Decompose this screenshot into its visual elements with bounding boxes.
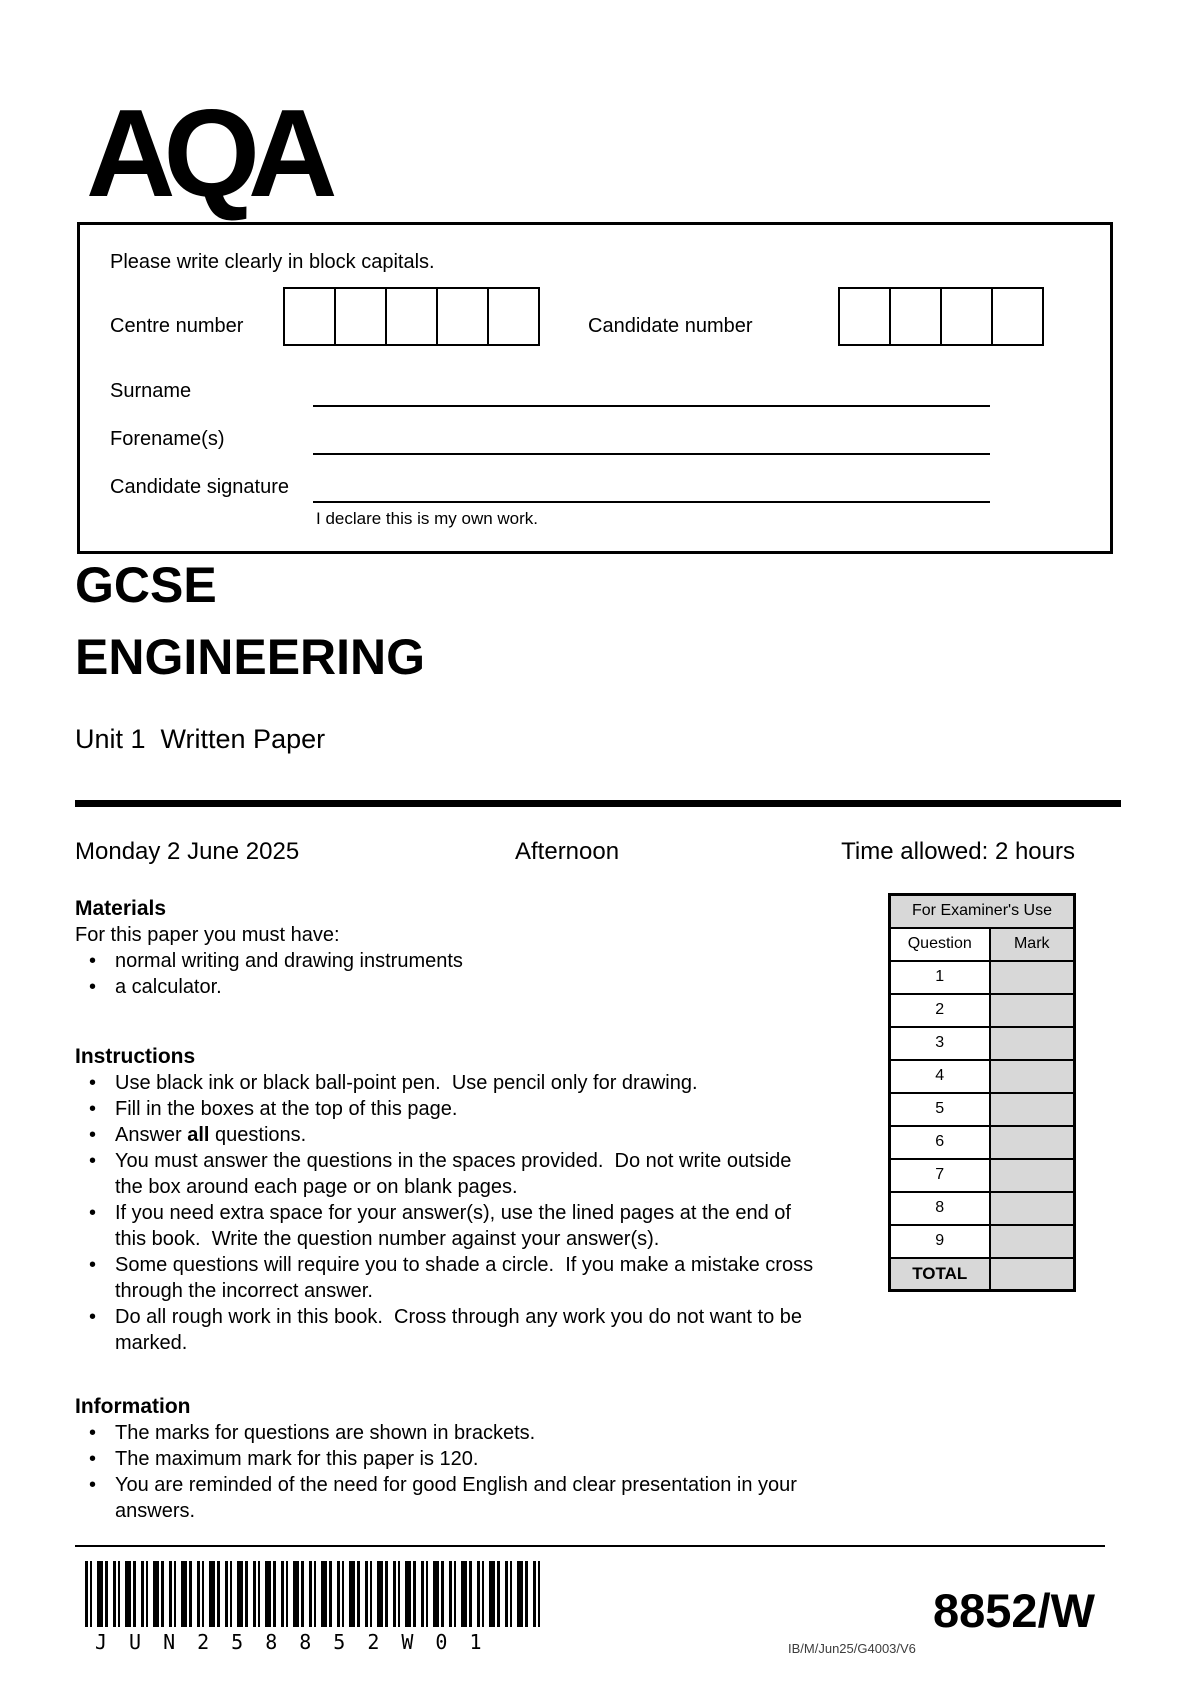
question-number-cell: 4 [890,1060,990,1093]
exam-session: Afternoon [515,838,620,865]
instructions-list [75,1070,820,1356]
question-number-cell: 2 [890,994,990,1027]
examiner-use-table [888,893,1076,1292]
mark-column-header: Mark [990,928,1075,961]
mark-cell[interactable] [990,1159,1075,1192]
mark-cell[interactable] [990,961,1075,994]
centre-number-label: Centre number [110,315,244,337]
mark-cell[interactable] [990,994,1075,1027]
mark-cell[interactable] [990,1225,1075,1258]
question-number-cell: 9 [890,1225,990,1258]
instruction-item: • Some questions will require you to shade a circle. If you make a mistake cross through the incorrect answer. [75,1252,820,1304]
information-heading: Information [75,1395,191,1418]
question-number-cell: 3 [890,1027,990,1060]
table-row [890,1093,1075,1126]
table-row [890,1027,1075,1060]
materials-item: • a calculator. [75,974,820,1000]
instruction-item: • If you need extra space for your answer(s), use the lined pages at the end of this book. Write the question number against your answer(s). [75,1200,820,1252]
unit-title: Unit 1 Written Paper [75,724,326,754]
total-label-cell: TOTAL [890,1258,990,1291]
signature-label: Candidate signature [110,476,290,498]
declaration-note: I declare this is my own work. [316,509,539,528]
question-number-cell: 8 [890,1192,990,1225]
divider-rule [75,800,1121,807]
centre-number-cell[interactable] [487,287,540,346]
information-item: • The marks for questions are shown in brackets. [75,1420,820,1446]
total-mark-cell[interactable] [990,1258,1075,1291]
table-row [890,1225,1075,1258]
candidate-number-label: Candidate number [588,315,753,337]
instructions-heading: Instructions [75,1045,196,1068]
paper-code: 8852/W [933,1584,1095,1637]
table-row [890,1192,1075,1225]
centre-number-cell[interactable] [334,287,387,346]
centre-number-boxes [283,287,540,346]
examiner-table-title: For Examiner's Use [890,895,1075,928]
materials-heading: Materials [75,897,167,920]
mark-cell[interactable] [990,1027,1075,1060]
instruction-item: • Do all rough work in this book. Cross through any work you do not want to be marked. [75,1304,820,1356]
question-number-cell: 1 [890,961,990,994]
total-row [890,1258,1075,1291]
information-item: • You are reminded of the need for good English and clear presentation in your answers. [75,1472,820,1524]
instruction-item: • Answer all questions. [75,1122,820,1148]
question-number-cell: 5 [890,1093,990,1126]
instruction-item: • Fill in the boxes at the top of this page. [75,1096,820,1122]
table-row [890,1159,1075,1192]
paper-reference: IB/M/Jun25/G4003/V6 [788,1641,916,1656]
materials-intro: For this paper you must have: [75,924,340,946]
mark-cell[interactable] [990,1192,1075,1225]
candidate-number-boxes [838,287,1044,346]
barcode-text: JUN258852W01 [95,1630,504,1654]
forenames-label: Forename(s) [110,428,225,450]
table-row [890,961,1075,994]
footer-rule [75,1545,1105,1547]
time-allowed: Time allowed: 2 hours [841,838,1075,865]
block-capitals-note: Please write clearly in block capitals. [110,251,435,273]
table-row [890,1060,1075,1093]
centre-number-cell[interactable] [283,287,336,346]
subject-title: ENGINEERING [75,629,426,685]
surname-label: Surname [110,380,192,402]
session-row [75,838,1075,868]
qualification-title: GCSE [75,557,217,613]
candidate-number-cell[interactable] [940,287,993,346]
information-item: • The maximum mark for this paper is 120. [75,1446,820,1472]
candidate-number-cell[interactable] [991,287,1044,346]
table-row [890,1126,1075,1159]
candidate-details-box [77,222,1113,554]
forenames-input-line[interactable] [313,433,990,455]
front-cover-text [75,896,820,1524]
materials-item: • normal writing and drawing instruments [75,948,820,974]
question-number-cell: 6 [890,1126,990,1159]
centre-number-cell[interactable] [385,287,438,346]
surname-input-line[interactable] [313,385,990,407]
instruction-item: • Use black ink or black ball-point pen. Use pencil only for drawing. [75,1070,820,1096]
question-number-cell: 7 [890,1159,990,1192]
table-row [890,994,1075,1027]
candidate-number-cell[interactable] [889,287,942,346]
centre-number-cell[interactable] [436,287,489,346]
instruction-item: • You must answer the questions in the spaces provided. Do not write outside the box around each page or on blank pages. [75,1148,820,1200]
mark-cell[interactable] [990,1060,1075,1093]
mark-cell[interactable] [990,1126,1075,1159]
materials-list [75,948,820,1000]
signature-input-line[interactable] [313,481,990,503]
mark-cell[interactable] [990,1093,1075,1126]
exam-date: Monday 2 June 2025 [75,838,300,865]
aqa-logo: AQA [86,85,326,223]
barcode [85,1561,543,1627]
information-list [75,1420,820,1524]
candidate-number-cell[interactable] [838,287,891,346]
question-column-header: Question [890,928,990,961]
